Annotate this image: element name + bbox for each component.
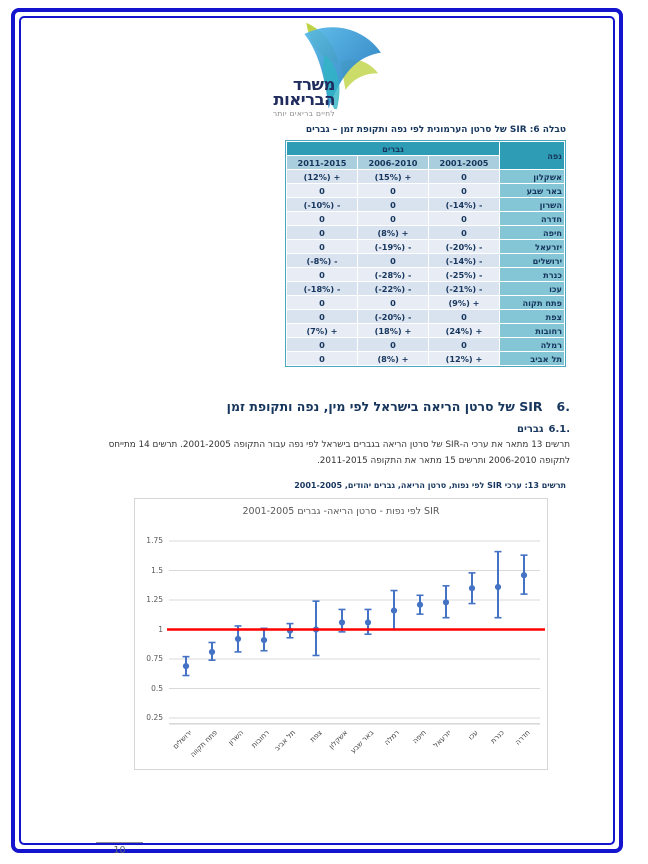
subsection-heading [517,424,570,435]
sir-value-cell: (8%) + [358,226,428,239]
sir-value-cell: (7%) + [287,324,357,337]
x-tick-label: אשקלון [326,728,350,751]
logo-title-line1: משרד [292,75,335,94]
x-tick-label: השרון [226,728,246,747]
table-row [287,184,564,197]
data-point [183,663,189,669]
sir-value-cell: 0 [287,268,357,281]
sir-value-cell: (-21%) - [429,282,499,295]
sir-value-cell: 0 [358,198,428,211]
sir-chart [134,498,548,770]
table-row [287,198,564,211]
sir-value-cell: 0 [358,296,428,309]
data-point [469,585,475,591]
data-point [417,602,423,608]
district-cell: תל אביב [500,352,564,365]
y-tick-label: 0.75 [146,654,163,663]
sir-value-cell: (-25%) - [429,268,499,281]
column-header-period: 2006-2010 [358,156,428,169]
sir-value-cell: 0 [358,212,428,225]
district-cell: חיפה [500,226,564,239]
data-point [365,619,371,625]
district-cell: אשקלון [500,170,564,183]
table-row [287,310,564,323]
district-cell: רחובות [500,324,564,337]
logo-title-line2: הבריאות [273,89,335,109]
sir-value-cell: (9%) + [429,296,499,309]
data-point [495,584,501,590]
sir-value-cell: (24%) + [429,324,499,337]
sir-value-cell: 0 [429,310,499,323]
sir-value-cell: 0 [429,226,499,239]
sir-value-cell: (-20%) - [358,310,428,323]
sir-value-cell: (-18%) - [287,282,357,295]
subsection-number: 6.1. [548,424,570,435]
sir-value-cell: (-14%) - [429,198,499,211]
y-tick-label: 1.25 [146,595,163,604]
sir-value-cell: (15%) + [358,170,428,183]
table-caption: טבלה 6: SIR של סרטן הערמונית לפי נפה ותקופת זמן – גברים [305,125,566,135]
x-tick-label: חדרה [512,728,532,747]
sir-value-cell: 0 [429,170,499,183]
sir-value-cell: (12%) + [429,352,499,365]
sir-value-cell: 0 [287,296,357,309]
table-row [287,296,564,309]
district-cell: רמלה [500,338,564,351]
sir-table-body [287,170,564,365]
data-point [339,619,345,625]
x-tick-label: באר שבע [348,728,376,755]
sir-value-cell: (18%) + [358,324,428,337]
district-cell: עכו [500,282,564,295]
chart-title: SIR לפי נפות - סרטן הריאה- גברים 2001-2005 [242,506,440,517]
table-row [287,212,564,225]
district-cell: באר שבע [500,184,564,197]
page-number: 10 [113,845,126,856]
table-row [287,240,564,253]
y-tick-label: 0.5 [151,683,163,693]
district-cell: פתח תקוה [500,296,564,309]
sir-value-cell: (8%) + [358,352,428,365]
x-tick-label: חיפה [410,728,428,746]
sir-value-cell: (-22%) - [358,282,428,295]
data-point [391,608,397,614]
sir-value-cell: (-14%) - [429,254,499,267]
sir-table [285,140,566,367]
y-tick-label: 1.75 [146,536,163,545]
data-point [209,649,215,655]
section-title: SIR של סרטן הריאה בישראל לפי מין, נפה ותקופת זמן [226,399,543,414]
sir-value-cell: 0 [287,240,357,253]
column-header-period: 2011-2015 [287,156,357,169]
sir-value-cell: 0 [287,212,357,225]
district-cell: השרון [500,198,564,211]
sir-value-cell: (-10%) - [287,198,357,211]
body-paragraph: תרשים 13 מתאר את ערכי ה-SIR של סרטן הריאה בגברים בישראל לפי נפה עבור התקופה 2001-2005. תרשים 14 מתייחס לתקופה 2006-2010 ותרשים 15 מתאר את התקופה 2011-2015. [108,440,570,466]
table-row [287,226,564,239]
sir-value-cell: (-19%) - [358,240,428,253]
district-cell: כנרת [500,268,564,281]
column-header-period: 2001-2005 [429,156,499,169]
logo-text [272,75,335,118]
sir-value-cell: 0 [287,184,357,197]
data-point [261,637,267,643]
sir-table-header [287,142,564,169]
x-tick-label: צפת [307,728,324,744]
table-row [287,324,564,337]
table-row [287,282,564,295]
sir-value-cell: 0 [287,352,357,365]
district-cell: צפת [500,310,564,323]
footer-divider [96,842,143,843]
x-tick-label: רחובות [249,728,272,750]
x-tick-label: עכו [465,728,480,742]
sir-value-cell: (-8%) - [287,254,357,267]
data-point [443,599,449,605]
sir-value-cell: 0 [358,338,428,351]
x-tick-label: תל אביב [272,728,298,753]
table-row [287,338,564,351]
y-tick-label: 1.5 [151,565,163,575]
district-cell: יזרעאל [500,240,564,253]
column-header-district: נפה [500,142,564,169]
sir-value-cell: 0 [287,338,357,351]
data-point [521,572,527,578]
x-tick-label: פתח תקווה [188,728,220,759]
column-header-group: גברים [287,142,499,155]
figure-caption: תרשים 13: ערכי SIR לפי נפות, סרטן הריאה, גברים יהודים, 2001-2005 [294,481,566,490]
sir-value-cell: 0 [429,184,499,197]
sir-value-cell: 0 [429,338,499,351]
table-row [287,254,564,267]
district-cell: חדרה [500,212,564,225]
sir-value-cell: (-28%) - [358,268,428,281]
x-tick-label: כנרת [488,728,506,746]
sir-value-cell: 0 [429,212,499,225]
sir-value-cell: (-20%) - [429,240,499,253]
sir-value-cell: 0 [287,310,357,323]
logo-tagline: לחיים בריאים יותר [272,109,335,118]
table-row [287,170,564,183]
data-point [235,636,241,642]
x-tick-label: יזרעאל [431,728,454,750]
sir-value-cell: 0 [358,254,428,267]
sir-value-cell: (12%) + [287,170,357,183]
x-tick-label: רמלה [382,728,402,747]
section-heading [227,399,570,414]
subsection-title: גברים [516,424,544,435]
sir-value-cell: 0 [358,184,428,197]
section-number: 6. [556,399,570,414]
x-tick-label: ירושלים [170,728,194,751]
table-row [287,268,564,281]
ministry-of-health-logo [256,10,402,132]
sir-value-cell: 0 [287,226,357,239]
district-cell: ירושלים [500,254,564,267]
y-tick-label: 0.25 [146,713,163,722]
table-row [287,352,564,365]
y-tick-label: 1 [158,624,163,634]
